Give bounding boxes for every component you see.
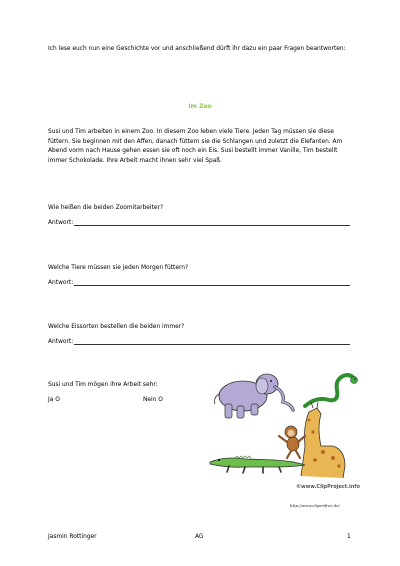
intro-text: Ich lese euch nun eine Geschichte vor und anschließend dürft ihr dazu ein paar Fragen beantworten: xyxy=(48,46,346,52)
answer-label: Antwort: xyxy=(48,220,74,226)
crocodile-icon xyxy=(210,456,305,473)
yes-option[interactable]: Ja O xyxy=(48,397,60,403)
question-2: Welche Tiere müssen sie jeden Morgen füttern? xyxy=(48,265,189,271)
answer-underline xyxy=(74,225,350,226)
footer-author: Jasmin Rottinger xyxy=(48,534,97,540)
question-1: Wie heißen die beiden Zoomitarbeiter? xyxy=(48,205,164,211)
footer-page-number: 1 xyxy=(347,534,351,540)
answer-line-1[interactable] xyxy=(48,219,350,227)
question-3: Welche Eissorten bestellen die beiden immer? xyxy=(48,324,185,330)
clipart-credit: ©www.ClipProject.info xyxy=(296,484,360,490)
no-option[interactable]: Nein O xyxy=(143,397,163,403)
final-question: Susi und Tim mögen ihre Arbeit sehr: xyxy=(48,382,158,388)
story-title: Im Zoo xyxy=(188,103,212,110)
footer-class: AG xyxy=(195,534,204,540)
elephant-icon xyxy=(215,374,294,418)
story-text: Susi und Tim arbeiten in einem Zoo. In diesem Zoo leben viele Tiere. Jeden Tag müssen sie diese füttern. Sie beginnen mit den Affen, danach füttern sie die Schlangen und zuletzt die Elefanten. Am Abend vorm nach Hause gehen essen sie oft noch ein Eis. Susi bestellt immer Vanille, Tim bestellt immer Schokolade. Ihre Arbeit macht ihnen sehr viel Spaß. xyxy=(48,129,343,164)
giraffe-icon xyxy=(301,402,345,478)
answer-label: Antwort: xyxy=(48,339,74,345)
answer-underline xyxy=(74,344,350,345)
answer-label: Antwort: xyxy=(48,280,74,286)
answer-line-2[interactable] xyxy=(48,279,350,287)
answer-line-3[interactable] xyxy=(48,338,350,346)
monkey-icon xyxy=(279,426,305,458)
zoo-animals-clipart xyxy=(205,366,375,496)
answer-underline xyxy=(74,285,350,286)
clipart-url[interactable]: http://www.clipartfree.de/ xyxy=(290,503,340,508)
snake-icon xyxy=(305,375,358,406)
